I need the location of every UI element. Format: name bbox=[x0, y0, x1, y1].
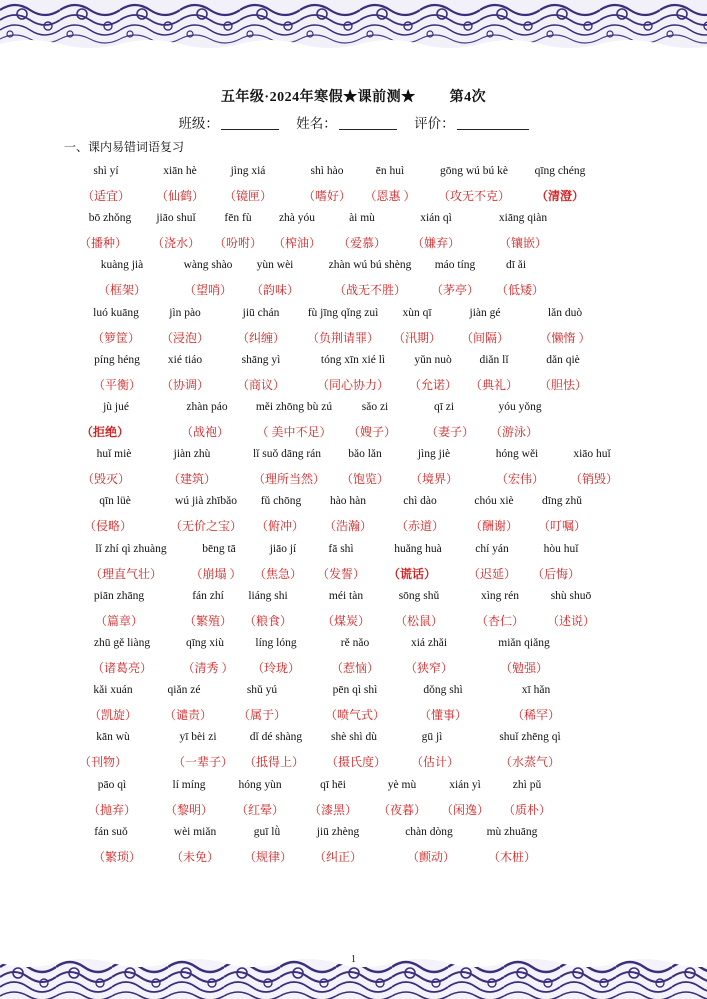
word-answer-cell: （惹恼） bbox=[330, 661, 380, 675]
word-answer-cell: （谴责） bbox=[163, 708, 213, 723]
word-answer-cell: （嫌弃） bbox=[411, 236, 461, 251]
word-row bbox=[0, 659, 707, 675]
pinyin-cell: fǔ chōng bbox=[260, 495, 302, 508]
word-row bbox=[0, 376, 707, 392]
word-answer-cell: （闲逸） bbox=[440, 802, 490, 817]
name-blank[interactable] bbox=[339, 117, 397, 130]
word-answer-cell: （宏伟） bbox=[495, 472, 545, 487]
pinyin-row bbox=[0, 590, 707, 606]
pinyin-cell: xiāo huǐ bbox=[573, 448, 611, 461]
pinyin-cell: miǎn qiǎng bbox=[498, 637, 550, 649]
word-answer-cell: （拒绝） bbox=[80, 425, 130, 439]
pinyin-row bbox=[0, 165, 707, 181]
word-answer-cell: （未免） bbox=[170, 849, 220, 864]
decorative-wave-band-top bbox=[0, 0, 707, 48]
word-answer-cell: （清澄） bbox=[535, 189, 585, 203]
pinyin-row bbox=[0, 731, 707, 747]
word-answer-cell: （清秀 ） bbox=[182, 661, 234, 675]
word-answer-cell: （一辈子） bbox=[172, 755, 234, 770]
pinyin-cell: wú jià zhībǎo bbox=[175, 495, 237, 508]
word-answer-cell: （谎话） bbox=[387, 566, 437, 581]
pinyin-cell: jìng jiè bbox=[417, 448, 451, 461]
pinyin-cell: máo tíng bbox=[434, 259, 476, 272]
word-answer-cell: （茅亭） bbox=[430, 283, 480, 298]
word-answer-cell: （红晕） bbox=[235, 802, 285, 817]
pinyin-cell: fēn fù bbox=[224, 212, 252, 225]
pinyin-cell: zhì pǔ bbox=[512, 778, 542, 791]
pinyin-cell: hào hàn bbox=[329, 495, 367, 508]
word-answer-cell: （理所当然） bbox=[252, 472, 326, 487]
pinyin-row bbox=[0, 401, 707, 417]
word-answer-cell: （箩筐） bbox=[91, 330, 141, 345]
pinyin-cell: zhà yóu bbox=[278, 212, 316, 225]
title-main: 五年级·2024年寒假★课前测★ bbox=[220, 90, 416, 105]
pinyin-cell: qīn lüè bbox=[99, 495, 131, 508]
word-answer-cell: （篇章） bbox=[94, 613, 144, 628]
word-row bbox=[0, 187, 707, 203]
page-title bbox=[0, 86, 707, 106]
word-answer-cell: （框架） bbox=[97, 283, 147, 298]
pinyin-cell: shù shuō bbox=[550, 589, 592, 602]
word-answer-cell: （凯旋） bbox=[88, 708, 138, 723]
word-answer-cell: （叮嘱） bbox=[537, 519, 587, 534]
word-row bbox=[0, 753, 707, 769]
word-answer-cell: （杏仁） bbox=[475, 613, 525, 628]
word-answer-cell: （属于） bbox=[237, 708, 287, 723]
word-answer-cell: （ 美中不足） bbox=[256, 425, 332, 439]
pinyin-cell: bō zhǒng bbox=[88, 212, 132, 225]
pinyin-cell: fán suǒ bbox=[94, 825, 128, 838]
word-answer-cell: （胆怯） bbox=[538, 377, 588, 392]
word-answer-cell: （喷气式） bbox=[324, 708, 386, 723]
pinyin-cell: lí míng bbox=[172, 778, 206, 791]
word-answer-cell: （理直气壮） bbox=[89, 566, 163, 581]
word-answer-cell: （狭窄） bbox=[404, 661, 454, 675]
word-answer-cell: （建筑） bbox=[167, 472, 217, 487]
section-title: 一、课内易错词语复习 bbox=[64, 140, 185, 154]
pinyin-cell: shì hào bbox=[310, 165, 344, 177]
student-info-line bbox=[0, 112, 707, 132]
title-session: 第4次 bbox=[449, 90, 487, 105]
word-answer-cell: （规律） bbox=[243, 849, 293, 864]
word-answer-cell: （焦急） bbox=[253, 566, 303, 581]
word-answer-cell: （诸葛亮） bbox=[91, 661, 153, 675]
pinyin-cell: yǔn nuò bbox=[414, 353, 452, 366]
word-answer-cell: （同心协力） bbox=[316, 377, 390, 392]
pinyin-cell: xié tiáo bbox=[167, 353, 203, 366]
word-answer-cell: （勉强） bbox=[499, 661, 549, 675]
pinyin-cell: huǐ miè bbox=[96, 448, 132, 461]
pinyin-cell: xī hǎn bbox=[521, 684, 551, 697]
word-answer-cell: （稀罕） bbox=[511, 708, 561, 723]
word-answer-cell: （汛期） bbox=[392, 330, 442, 345]
pinyin-row bbox=[0, 637, 707, 653]
word-answer-cell: （玲珑） bbox=[251, 661, 301, 675]
pinyin-cell: chì dào bbox=[403, 495, 437, 508]
word-answer-cell: （平衡） bbox=[92, 377, 142, 392]
pinyin-cell: fā shì bbox=[328, 542, 354, 555]
word-answer-cell: （望哨） bbox=[183, 283, 233, 298]
pinyin-cell: shāng yì bbox=[241, 353, 281, 366]
word-answer-cell: （刊物） bbox=[78, 755, 128, 770]
word-answer-cell: （漆黑） bbox=[308, 802, 358, 817]
word-row bbox=[0, 706, 707, 722]
word-answer-cell: （妻子） bbox=[425, 425, 475, 439]
word-answer-cell: （毁灭） bbox=[81, 472, 131, 487]
pinyin-cell: zhàn páo bbox=[186, 401, 228, 413]
pinyin-row bbox=[0, 826, 707, 842]
word-answer-cell: （战无不胜） bbox=[333, 283, 407, 298]
pinyin-cell: sǎo zi bbox=[361, 401, 389, 413]
word-answer-cell: （纠正） bbox=[313, 849, 363, 864]
pinyin-cell: yī bèi zi bbox=[179, 731, 217, 744]
pinyin-cell: měi zhōng bù zú bbox=[255, 401, 333, 413]
pinyin-cell: qīng xiù bbox=[185, 637, 225, 649]
pinyin-cell: mù zhuāng bbox=[486, 825, 538, 838]
word-answer-cell: （浸泡） bbox=[160, 330, 210, 345]
word-answer-cell: （俯冲） bbox=[255, 519, 305, 534]
word-row bbox=[0, 470, 707, 486]
word-answer-cell: （境界） bbox=[409, 472, 459, 487]
word-answer-cell: （松鼠） bbox=[394, 613, 444, 628]
pinyin-cell: piān zhāng bbox=[93, 589, 145, 602]
word-row bbox=[0, 612, 707, 628]
pinyin-row bbox=[0, 212, 707, 228]
pinyin-cell: pāo qì bbox=[97, 778, 127, 791]
pinyin-cell: ēn huì bbox=[375, 165, 405, 177]
pinyin-cell: jiàn zhù bbox=[173, 448, 211, 461]
pinyin-cell: wàng shào bbox=[183, 259, 233, 272]
word-answer-cell: （爱慕） bbox=[337, 236, 387, 251]
pinyin-cell: chóu xiè bbox=[474, 495, 514, 508]
pinyin-cell: xùn qī bbox=[402, 306, 432, 319]
word-row bbox=[0, 329, 707, 345]
pinyin-cell: xiá zhǎi bbox=[410, 637, 448, 649]
pinyin-cell: hòu huǐ bbox=[543, 542, 579, 555]
word-answer-cell: （韵味） bbox=[250, 283, 300, 298]
pinyin-cell: hóng wěi bbox=[495, 448, 539, 461]
word-answer-cell: （负荆请罪） bbox=[306, 330, 380, 345]
pinyin-cell: zhū gě liàng bbox=[93, 637, 151, 649]
rating-label: 评价： bbox=[414, 116, 455, 131]
pinyin-cell: jiàn gé bbox=[469, 306, 501, 319]
pinyin-cell: hóng yùn bbox=[238, 778, 282, 791]
word-answer-cell: （赤道） bbox=[395, 519, 445, 534]
pinyin-cell: lǐ suǒ dāng rán bbox=[252, 448, 322, 461]
pinyin-cell: dǒng shì bbox=[423, 684, 463, 697]
pinyin-cell: chí yán bbox=[475, 542, 509, 555]
word-answer-cell: （煤炭） bbox=[321, 613, 371, 628]
pinyin-cell: sōng shǔ bbox=[398, 589, 440, 602]
pinyin-row bbox=[0, 354, 707, 370]
pinyin-cell: jiū chán bbox=[242, 306, 280, 319]
class-blank[interactable] bbox=[221, 117, 279, 130]
word-answer-cell: （迟延） bbox=[467, 566, 517, 581]
class-label: 班级： bbox=[178, 116, 219, 131]
pinyin-cell: bǎo lǎn bbox=[348, 448, 382, 461]
word-answer-cell: （榨油） bbox=[272, 236, 322, 251]
pinyin-cell: xián qì bbox=[420, 212, 452, 225]
pinyin-row bbox=[0, 259, 707, 275]
word-answer-cell: （酬谢） bbox=[469, 519, 519, 534]
word-answer-cell: （允诺） bbox=[408, 377, 458, 392]
pinyin-cell: gū jì bbox=[421, 731, 443, 744]
word-answer-cell: （镜匣） bbox=[223, 189, 273, 203]
pinyin-cell: jìng xiá bbox=[230, 165, 266, 177]
pinyin-cell: shì yí bbox=[93, 165, 119, 177]
word-answer-cell: （木桩） bbox=[487, 849, 537, 864]
word-answer-cell: （协调） bbox=[160, 377, 210, 392]
word-row bbox=[0, 423, 707, 439]
pinyin-cell: kuàng jià bbox=[100, 259, 144, 272]
page-number: 1 bbox=[351, 954, 356, 965]
pinyin-cell: lǎn duò bbox=[547, 306, 583, 319]
pinyin-cell: zhàn wú bú shèng bbox=[328, 259, 412, 272]
pinyin-cell: kǎi xuán bbox=[93, 684, 133, 697]
word-answer-cell: （浩瀚） bbox=[323, 519, 373, 534]
word-answer-cell: （吩咐） bbox=[213, 236, 263, 251]
pinyin-cell: huǎng huà bbox=[394, 542, 442, 555]
word-answer-cell: （无价之宝） bbox=[169, 519, 243, 534]
word-answer-cell: （懂事） bbox=[418, 708, 468, 723]
word-answer-cell: （述说） bbox=[546, 613, 596, 628]
word-answer-cell: （黎明） bbox=[164, 802, 214, 817]
pinyin-cell: dǎn qiè bbox=[546, 353, 580, 366]
word-answer-cell: （恩惠 ） bbox=[364, 189, 416, 203]
pinyin-cell: qī hēi bbox=[320, 778, 346, 791]
word-answer-cell: （镶嵌） bbox=[498, 236, 548, 251]
word-answer-cell: （发誓） bbox=[316, 566, 366, 581]
pinyin-cell: jiāo jí bbox=[269, 542, 297, 555]
word-answer-cell: （水蒸气） bbox=[499, 755, 561, 770]
pinyin-cell: shuǐ zhēng qì bbox=[499, 731, 561, 744]
word-answer-cell: （典礼） bbox=[469, 377, 519, 392]
word-answer-cell: （粮食） bbox=[243, 613, 293, 628]
word-answer-cell: （销毁） bbox=[569, 472, 619, 487]
pinyin-cell: gōng wú bú kè bbox=[439, 165, 509, 177]
pinyin-cell: xìng rén bbox=[480, 589, 520, 602]
word-answer-cell: （质朴） bbox=[502, 802, 552, 817]
pinyin-cell: qī zi bbox=[433, 401, 455, 413]
pinyin-cell: guī lǜ bbox=[253, 825, 281, 838]
word-row bbox=[0, 565, 707, 581]
pinyin-cell: yóu yǒng bbox=[498, 401, 542, 413]
pinyin-cell: jìn pào bbox=[169, 306, 201, 319]
word-answer-cell: （攻无不克） bbox=[437, 189, 511, 203]
pinyin-cell: líng lóng bbox=[255, 637, 297, 649]
pinyin-cell: xiān hè bbox=[163, 165, 197, 177]
word-answer-cell: （游泳） bbox=[489, 425, 539, 439]
word-answer-cell: （摄氏度） bbox=[325, 755, 387, 770]
word-row bbox=[0, 517, 707, 533]
pinyin-cell: dǐ dé shàng bbox=[249, 731, 303, 744]
word-answer-cell: （嗜好） bbox=[302, 189, 352, 203]
pinyin-cell: píng héng bbox=[94, 353, 140, 366]
pinyin-cell: yùn wèi bbox=[256, 259, 294, 272]
word-answer-cell: （浇水） bbox=[151, 236, 201, 251]
word-answer-cell: （后悔） bbox=[531, 566, 581, 581]
pinyin-cell: dīng zhǔ bbox=[542, 495, 582, 508]
pinyin-cell: wèi miǎn bbox=[173, 825, 217, 838]
pinyin-cell: shǔ yú bbox=[246, 684, 278, 697]
pinyin-cell: jù jué bbox=[103, 401, 129, 413]
pinyin-cell: yè mù bbox=[387, 778, 417, 791]
pinyin-cell: shè shì dù bbox=[331, 731, 377, 744]
pinyin-cell: qīng chéng bbox=[534, 165, 586, 177]
pinyin-cell: fù jīng qǐng zuì bbox=[307, 306, 379, 319]
pinyin-row bbox=[0, 307, 707, 323]
word-answer-cell: （繁琐） bbox=[92, 849, 142, 864]
word-row bbox=[0, 848, 707, 864]
word-answer-cell: （纠缠） bbox=[236, 330, 286, 345]
pinyin-row bbox=[0, 495, 707, 511]
word-answer-cell: （估计） bbox=[410, 755, 460, 770]
pinyin-cell: ài mù bbox=[349, 212, 375, 225]
word-answer-cell: （嫂子） bbox=[347, 425, 397, 439]
word-answer-cell: （夜暮） bbox=[377, 802, 427, 817]
word-answer-cell: （崩塌 ） bbox=[190, 566, 242, 581]
word-row bbox=[0, 281, 707, 297]
pinyin-cell: pēn qì shì bbox=[332, 684, 378, 697]
word-answer-cell: （侵略） bbox=[83, 519, 133, 534]
word-answer-cell: （仙鹤） bbox=[155, 189, 205, 203]
rating-blank[interactable] bbox=[457, 117, 529, 130]
pinyin-cell: jiū zhèng bbox=[316, 825, 360, 838]
word-answer-cell: （饱览） bbox=[340, 472, 390, 487]
word-answer-cell: （繁殖） bbox=[183, 613, 233, 628]
pinyin-cell: qiǎn zé bbox=[167, 684, 201, 697]
pinyin-cell: luó kuāng bbox=[93, 306, 139, 319]
word-row bbox=[0, 801, 707, 817]
word-row bbox=[0, 234, 707, 250]
pinyin-cell: lǐ zhí qì zhuàng bbox=[95, 542, 167, 555]
pinyin-cell: chàn dòng bbox=[405, 825, 453, 838]
word-answer-cell: （抵得上） bbox=[243, 755, 305, 770]
pinyin-cell: tóng xīn xié lì bbox=[320, 353, 386, 366]
name-label: 姓名： bbox=[296, 116, 337, 131]
pinyin-cell: jiāo shuǐ bbox=[156, 212, 196, 225]
word-answer-cell: （适宜） bbox=[81, 189, 131, 203]
pinyin-cell: liáng shi bbox=[248, 589, 288, 602]
pinyin-cell: rě nǎo bbox=[340, 637, 370, 649]
word-answer-cell: （低矮） bbox=[495, 283, 545, 298]
word-answer-cell: （商议） bbox=[236, 377, 286, 392]
word-answer-cell: （播种） bbox=[78, 236, 128, 251]
pinyin-cell: diǎn lǐ bbox=[479, 353, 509, 366]
word-answer-cell: （间隔） bbox=[460, 330, 510, 345]
word-answer-cell: （战袍） bbox=[180, 425, 230, 439]
pinyin-row bbox=[0, 543, 707, 559]
pinyin-row bbox=[0, 448, 707, 464]
word-answer-cell: （抛弃） bbox=[87, 802, 137, 817]
pinyin-row bbox=[0, 684, 707, 700]
pinyin-cell: fán zhí bbox=[192, 589, 224, 602]
pinyin-cell: dī ǎi bbox=[505, 259, 527, 272]
pinyin-cell: méi tàn bbox=[328, 589, 364, 602]
pinyin-cell: bēng tā bbox=[202, 542, 236, 555]
word-answer-cell: （颤动） bbox=[406, 849, 456, 864]
pinyin-row bbox=[0, 779, 707, 795]
word-answer-cell: （懒惰 ） bbox=[539, 330, 591, 345]
pinyin-cell: kān wù bbox=[96, 731, 130, 744]
pinyin-cell: xián yì bbox=[449, 778, 481, 791]
pinyin-cell: xiāng qiàn bbox=[498, 212, 548, 225]
